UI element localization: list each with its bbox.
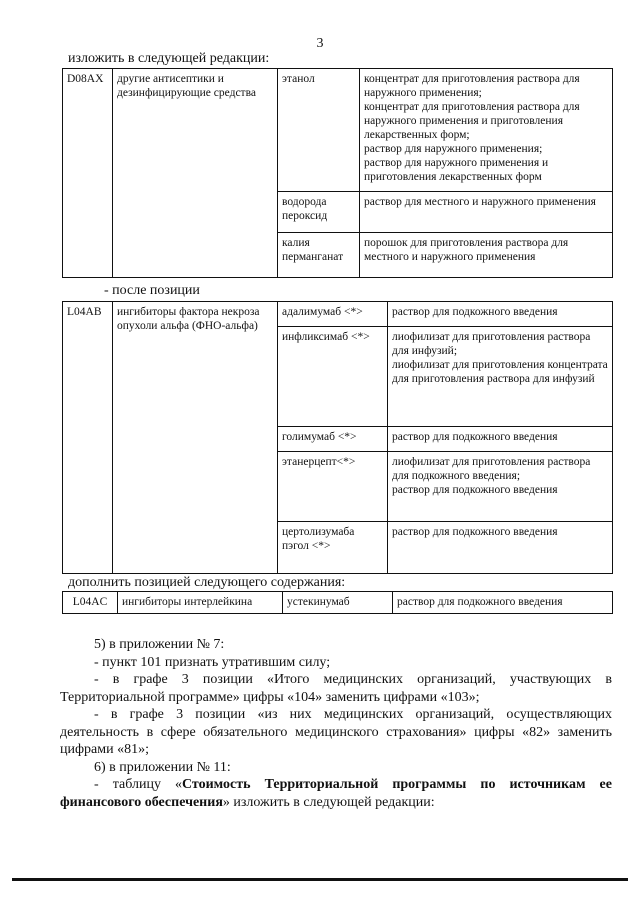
- substance-cell: этанерцепт<*>: [278, 452, 388, 522]
- dosage-form-cell: раствор для подкожного введения: [388, 522, 613, 574]
- substance-cell: устекинумаб: [283, 592, 393, 614]
- paragraph-text: » изложить в следующей редакции:: [222, 794, 435, 810]
- dosage-form-cell: [388, 327, 613, 427]
- dosage-form-cell: порошок для приготовления раствора для местного и наружного применения: [360, 233, 613, 278]
- dosage-form-cell: раствор для подкожного введения: [393, 592, 613, 614]
- dosage-form-line: раствор для наружного применения;: [364, 143, 543, 155]
- atc-code-cell: L04AB: [63, 302, 113, 574]
- dosage-form-line: лиофилизат для приготовления раствора для инфузий;: [392, 331, 591, 357]
- paragraph-total-orgs: - в графе 3 позиции «Итого медицинских организаций, участвующих в Территориальной программе» цифры «104» заменить цифрами «103»;: [60, 672, 612, 705]
- dosage-form-cell: раствор для местного и наружного применения: [360, 192, 613, 233]
- paragraph-item-101: - пункт 101 признать утратившим силу;: [94, 654, 331, 670]
- intro-text-3: дополнить позицией следующего содержания:: [68, 575, 346, 590]
- drug-table-l04ac: [62, 591, 613, 614]
- substance-cell: калия перманганат: [278, 233, 360, 278]
- dosage-form-cell: раствор для подкожного введения: [388, 427, 613, 452]
- substance-cell: этанол: [278, 69, 360, 192]
- substance-cell: цертолизумаба пэгол <*>: [278, 522, 388, 574]
- atc-code-cell: D08AX: [63, 69, 113, 278]
- substance-cell: голимумаб <*>: [278, 427, 388, 452]
- body-paragraphs: [60, 636, 612, 811]
- dosage-form-line: раствор для подкожного введения: [392, 484, 558, 496]
- paragraph-appendix-11: 6) в приложении № 11:: [94, 759, 231, 775]
- dosage-form-cell: [360, 69, 613, 192]
- table-title-bold: Стоимость Территориальной программы по источникам ее финансового обеспечения: [60, 777, 612, 810]
- intro-text-2: - после позиции: [104, 283, 200, 298]
- atc-group-cell: ингибиторы фактора некроза опухоли альфа (ФНО-альфа): [113, 302, 278, 574]
- drug-table-l04ab: [62, 301, 613, 574]
- dosage-form-line: концентрат для приготовления раствора для наружного применения;: [364, 73, 580, 99]
- paragraph-text: - таблицу «: [94, 777, 182, 792]
- drug-table-d08ax: [62, 68, 613, 278]
- dosage-form-line: лиофилизат для приготовления концентрата для приготовления раствора для инфузий: [392, 359, 608, 385]
- atc-group-cell: ингибиторы интерлейкина: [118, 592, 283, 614]
- intro-text-1: изложить в следующей редакции:: [68, 51, 270, 66]
- substance-cell: адалимумаб <*>: [278, 302, 388, 327]
- atc-code-cell: L04AC: [63, 592, 118, 614]
- paragraph-oms-orgs: - в графе 3 позиции «из них медицинских организаций, осуществляющих деятельность в сфере обязательного медицинского страхования» цифры «82» заменить цифрами «81»;: [60, 707, 612, 757]
- dosage-form-line: концентрат для приготовления раствора для наружного применения и приготовления лекарственных форм;: [364, 101, 580, 141]
- footer-rule: [12, 878, 628, 881]
- dosage-form-cell: раствор для подкожного введения: [388, 302, 613, 327]
- paragraph-cost-table: [60, 776, 612, 811]
- dosage-form-line: раствор для наружного применения и приготовления лекарственных форм: [364, 157, 549, 183]
- page-number: 3: [316, 36, 324, 51]
- atc-group-cell: другие антисептики и дезинфицирующие средства: [113, 69, 278, 278]
- substance-cell: водорода пероксид: [278, 192, 360, 233]
- paragraph-appendix-7: 5) в приложении № 7:: [94, 637, 225, 652]
- substance-cell: инфликсимаб <*>: [278, 327, 388, 427]
- dosage-form-line: лиофилизат для приготовления раствора для подкожного введения;: [392, 456, 591, 482]
- dosage-form-cell: [388, 452, 613, 522]
